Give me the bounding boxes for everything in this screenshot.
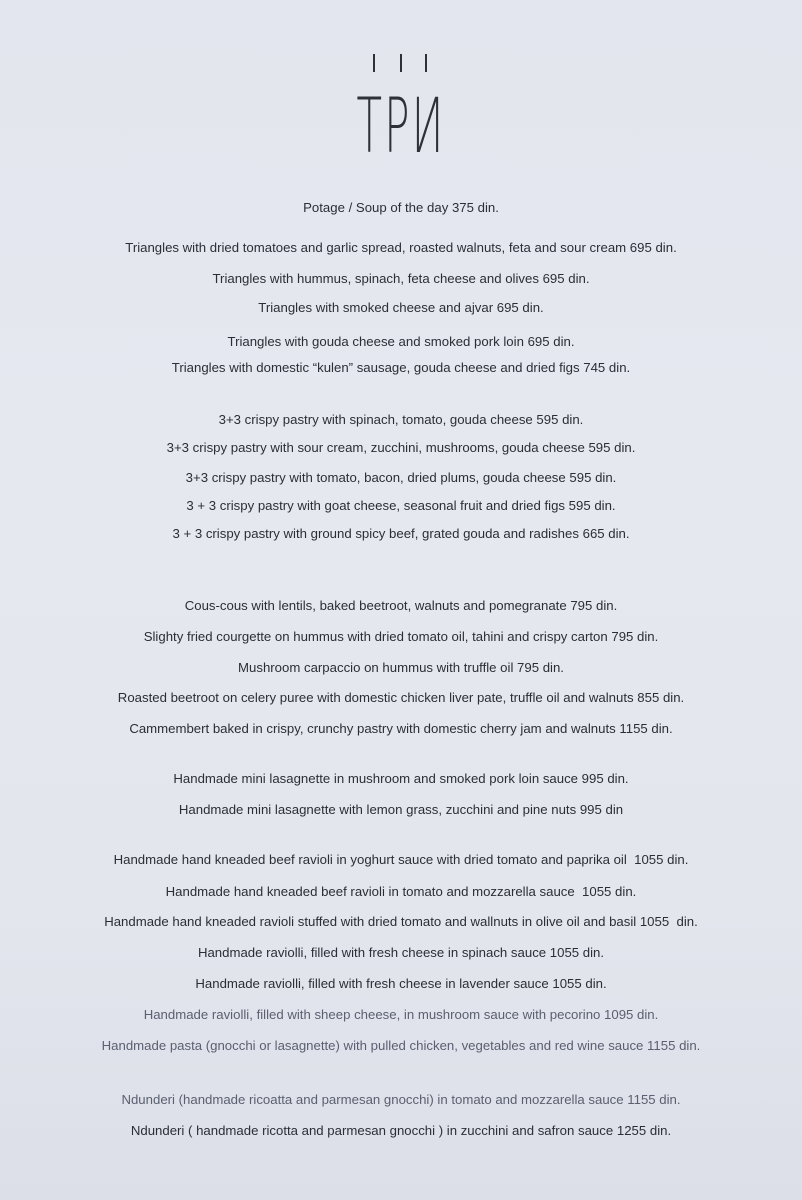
menu-item: 3 + 3 crispy pastry with goat cheese, seasonal fruit and dried figs 595 din. [186, 498, 616, 513]
menu-item: Triangles with domestic “kulen” sausage, gouda cheese and dried figs 745 din. [171, 360, 631, 375]
menu-item: Handmade hand kneaded beef ravioli in yoghurt sauce with dried tomato and paprika oil 1055 din. [113, 852, 689, 867]
menu-item: Handmade mini lasagnette in mushroom and smoked pork loin sauce 995 din. [173, 771, 629, 786]
menu-item: Ndunderi (handmade ricoatta and parmesan gnocchi) in tomato and mozzarella sauce 1155 din. [121, 1092, 681, 1107]
menu-item: Slighty fried courgette on hummus with dried tomato oil, tahini and crispy carton 795 din. [143, 629, 659, 644]
menu-item: Handmade raviolli, filled with fresh cheese in spinach sauce 1055 din. [197, 945, 605, 960]
menu-item: Cous-cous with lentils, baked beetroot, walnuts and pomegranate 795 din. [184, 598, 618, 613]
menu-item: Handmade pasta (gnocchi or lasagnette) with pulled chicken, vegetables and red wine sauce 1155 din. [101, 1038, 701, 1053]
menu-item: 3+3 crispy pastry with spinach, tomato, gouda cheese 595 din. [218, 412, 584, 427]
menu-item: 3+3 crispy pastry with tomato, bacon, dried plums, gouda cheese 595 din. [185, 470, 617, 485]
menu-item: Cammembert baked in crispy, crunchy pastry with domestic cherry jam and walnuts 1155 din. [129, 721, 673, 736]
menu-item: Handmade mini lasagnette with lemon grass, zucchini and pine nuts 995 din [178, 802, 624, 817]
menu-item: Handmade hand kneaded beef ravioli in tomato and mozzarella sauce 1055 din. [165, 884, 637, 899]
menu-item-soup: Potage / Soup of the day 375 din. [303, 200, 499, 215]
menu-item: Mushroom carpaccio on hummus with truffle oil 795 din. [238, 660, 564, 675]
restaurant-logo [0, 50, 802, 170]
menu-item: 3+3 crispy pastry with sour cream, zucchini, mushrooms, gouda cheese 595 din. [166, 440, 636, 455]
menu-item: Triangles with smoked cheese and ajvar 695 din. [258, 300, 544, 315]
menu-item: Roasted beetroot on celery puree with domestic chicken liver pate, truffle oil and walnuts 855 din. [117, 690, 685, 705]
menu-item: Handmade raviolli, filled with sheep cheese, in mushroom sauce with pecorino 1095 din. [143, 1007, 659, 1022]
menu-item: Triangles with gouda cheese and smoked pork loin 695 din. [227, 334, 575, 349]
logo-wordmark: ТРИ [356, 81, 446, 170]
menu-item: 3 + 3 crispy pastry with ground spicy beef, grated gouda and radishes 665 din. [172, 526, 630, 541]
menu-item: Handmade raviolli, filled with fresh cheese in lavender sauce 1055 din. [195, 976, 607, 991]
menu-item: Triangles with dried tomatoes and garlic spread, roasted walnuts, feta and sour cream 695 din. [125, 240, 677, 255]
menu-item: Handmade hand kneaded ravioli stuffed with dried tomato and wallnuts in olive oil and basil 1055 din. [104, 914, 698, 929]
menu-item: Ndunderi ( handmade ricotta and parmesan gnocchi ) in zucchini and safron sauce 1255 din. [130, 1123, 672, 1138]
menu-item: Triangles with hummus, spinach, feta cheese and olives 695 din. [212, 271, 590, 286]
